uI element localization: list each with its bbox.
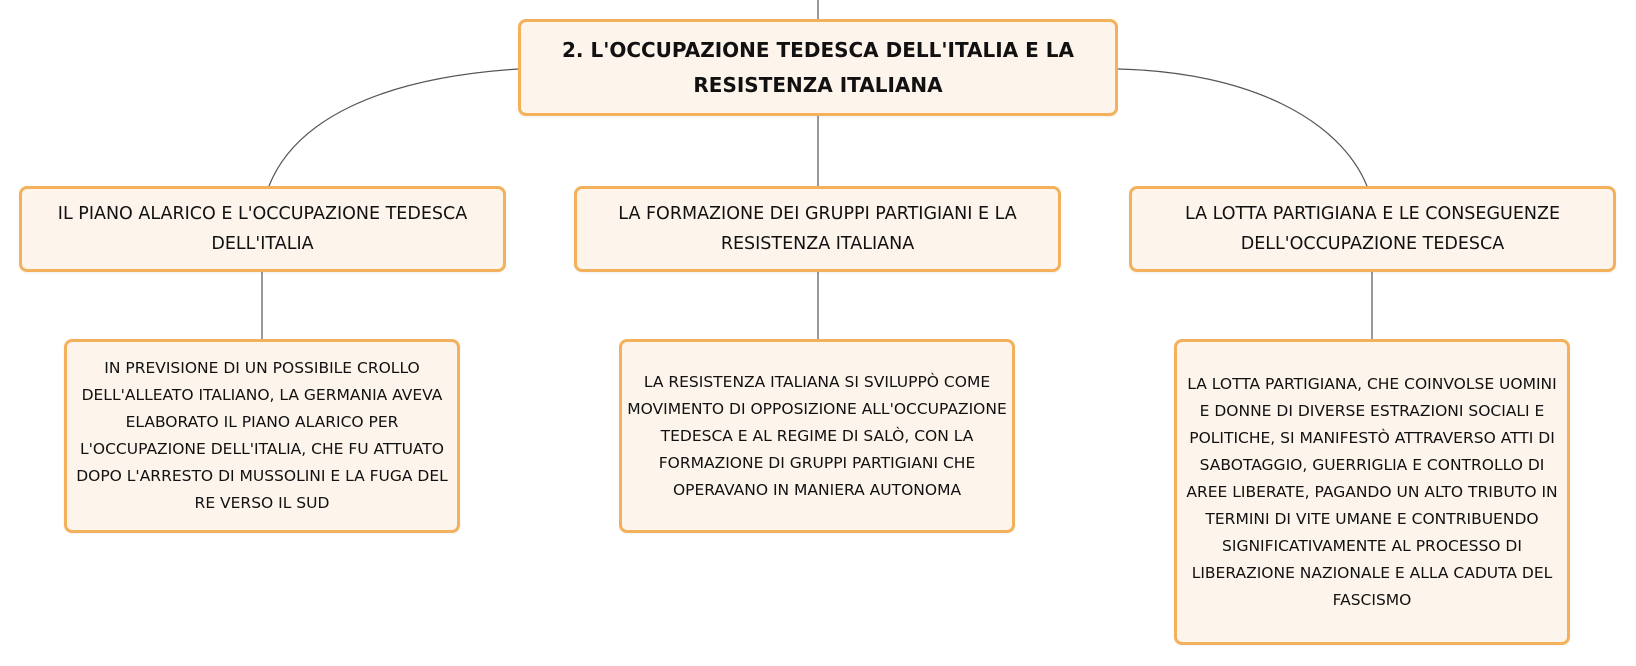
topic-node-formazione-gruppi[interactable] xyxy=(574,186,1061,272)
topic-title: IL PIANO ALARICO E L'OCCUPAZIONE TEDESCA DELL'ITALIA xyxy=(57,204,468,254)
connector-curve-right xyxy=(1118,69,1367,186)
root-node[interactable] xyxy=(518,19,1118,116)
topic-title: LA LOTTA PARTIGIANA E LE CONSEGUENZE DELL'OCCUPAZIONE TEDESCA xyxy=(1184,204,1561,254)
detail-node-formazione-gruppi[interactable] xyxy=(619,339,1015,533)
topic-title: LA FORMAZIONE DEI GRUPPI PARTIGIANI E LA RESISTENZA ITALIANA xyxy=(618,204,1017,254)
topic-node-piano-alarico[interactable] xyxy=(19,186,506,272)
detail-text: LA RESISTENZA ITALIANA SI SVILUPPÒ COME MOVIMENTO DI OPPOSIZIONE ALL'OCCUPAZIONE TEDESCA E AL REGIME DI SALÒ, CON LA FORMAZIONE DI GRUPPI PARTIGIANI CHE OPERAVANO IN MANIERA AUTONOMA xyxy=(627,372,1007,499)
detail-node-lotta-partigiana[interactable] xyxy=(1174,339,1570,645)
detail-node-piano-alarico[interactable] xyxy=(64,339,460,533)
connector-curve-left xyxy=(269,69,518,186)
detail-text: LA LOTTA PARTIGIANA, CHE COINVOLSE UOMINI E DONNE DI DIVERSE ESTRAZIONI SOCIALI E POLITICHE, SI MANIFESTÒ ATTRAVERSO ATTI DI SABOTAGGIO, GUERRIGLIA E CONTROLLO DI AREE LIBERATE, PAGANDO UN ALTO TRIBUTO IN TERMINI DI VITE UMANE E CONTRIBUENDO SIGNIFICATIVAMENTE AL PROCESSO DI LIBERAZIONE NAZIONALE E ALLA CADUTA DEL FASCISMO xyxy=(1186,374,1558,609)
root-title: 2. L'OCCUPAZIONE TEDESCA DELL'ITALIA E LA RESISTENZA ITALIANA xyxy=(561,37,1074,97)
topic-node-lotta-partigiana[interactable] xyxy=(1129,186,1616,272)
detail-text: IN PREVISIONE DI UN POSSIBILE CROLLO DELL'ALLEATO ITALIANO, LA GERMANIA AVEVA ELABORATO IL PIANO ALARICO PER L'OCCUPAZIONE DELL'ITALIA, CHE FU ATTUATO DOPO L'ARRESTO DI MUSSOLINI E LA FUGA DEL RE VERSO IL SUD xyxy=(76,359,448,512)
